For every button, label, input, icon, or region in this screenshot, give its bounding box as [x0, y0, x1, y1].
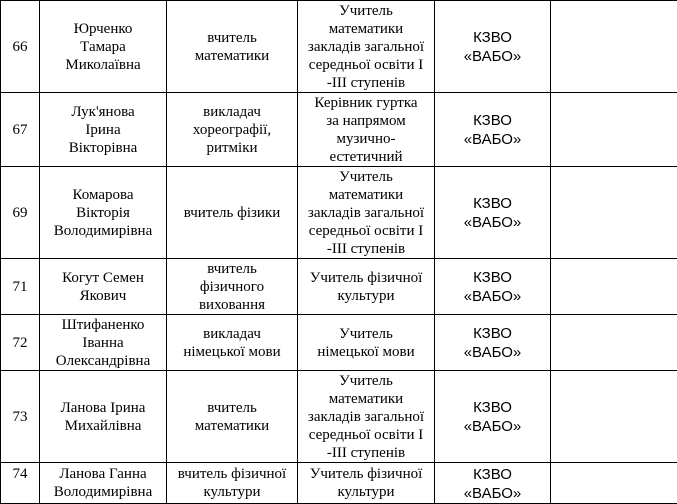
teacher-organization-line: КЗВО: [437, 398, 548, 417]
teacher-position-line: вчитель: [169, 399, 295, 417]
teacher-qualification: [298, 463, 435, 504]
teacher-organization: [435, 463, 551, 504]
teacher-position-line: викладач: [169, 325, 295, 343]
teacher-qualification-line: німецької мови: [300, 343, 432, 361]
extra-cell: [551, 371, 677, 463]
row-number: 71: [1, 259, 40, 315]
teacher-qualification: [298, 93, 435, 167]
teacher-qualification-line: -ІІІ ступенів: [300, 444, 432, 462]
teacher-name-line: Вікторія: [42, 204, 164, 222]
teacher-organization-line: КЗВО: [437, 111, 548, 130]
table-row: [1, 93, 677, 167]
teacher-qualification-line: математики: [300, 186, 432, 204]
teacher-position-line: вчитель: [169, 29, 295, 47]
teacher-qualification: [298, 259, 435, 315]
teacher-qualification-line: -ІІІ ступенів: [300, 74, 432, 92]
teacher-position-line: фізичного: [169, 278, 295, 296]
row-number: 74: [1, 463, 40, 504]
teacher-organization-line: «ВАБО»: [437, 213, 548, 232]
teacher-name-line: Володимирівна: [42, 483, 164, 501]
teacher-name-line: Ірина: [42, 121, 164, 139]
teacher-organization: [435, 1, 551, 93]
teacher-name-line: Ланова Ірина: [42, 399, 164, 417]
teacher-qualification-line: математики: [300, 20, 432, 38]
teacher-name: [40, 463, 167, 504]
teacher-organization-line: КЗВО: [437, 465, 548, 484]
teacher-position-line: німецької мови: [169, 343, 295, 361]
teacher-organization: [435, 167, 551, 259]
teacher-qualification-line: -ІІІ ступенів: [300, 240, 432, 258]
teacher-position-line: математики: [169, 417, 295, 435]
teacher-organization-line: «ВАБО»: [437, 287, 548, 306]
row-number: 67: [1, 93, 40, 167]
table-row: [1, 1, 677, 93]
teacher-name-line: Миколаївна: [42, 56, 164, 74]
teacher-qualification-line: математики: [300, 390, 432, 408]
teacher-position: [167, 167, 298, 259]
teacher-name: [40, 1, 167, 93]
extra-cell: [551, 315, 677, 371]
teacher-qualification: [298, 371, 435, 463]
teacher-name-line: Тамара: [42, 38, 164, 56]
teacher-organization: [435, 315, 551, 371]
teacher-organization: [435, 259, 551, 315]
teacher-name: [40, 259, 167, 315]
teacher-name-line: Олександрівна: [42, 352, 164, 370]
teacher-position-line: ритміки: [169, 139, 295, 157]
extra-cell: [551, 463, 677, 504]
teacher-organization-line: КЗВО: [437, 324, 548, 343]
teacher-organization-line: «ВАБО»: [437, 484, 548, 503]
teacher-qualification-line: середньої освіти І: [300, 426, 432, 444]
teacher-qualification-line: музично-: [300, 130, 432, 148]
teacher-name-line: Когут Семен: [42, 269, 164, 287]
teacher-position-line: вчитель фізики: [169, 204, 295, 222]
teacher-position: [167, 1, 298, 93]
teacher-name: [40, 315, 167, 371]
teacher-name-line: Комарова: [42, 186, 164, 204]
teacher-name-line: Юрченко: [42, 20, 164, 38]
table-row: [1, 167, 677, 259]
teacher-organization: [435, 371, 551, 463]
teacher-qualification-line: закладів загальної: [300, 204, 432, 222]
teacher-organization-line: «ВАБО»: [437, 417, 548, 436]
teacher-organization-line: «ВАБО»: [437, 343, 548, 362]
teacher-qualification-line: Учитель фізичної: [300, 465, 432, 483]
row-number: 73: [1, 371, 40, 463]
table-row: [1, 259, 677, 315]
extra-cell: [551, 93, 677, 167]
teacher-name-line: Володимирівна: [42, 222, 164, 240]
teacher-qualification-line: культури: [300, 287, 432, 305]
teacher-position-line: вчитель: [169, 260, 295, 278]
extra-cell: [551, 259, 677, 315]
teacher-qualification-line: Учитель: [300, 2, 432, 20]
teacher-name-line: Якович: [42, 287, 164, 305]
teacher-position-line: викладач: [169, 103, 295, 121]
teacher-position: [167, 463, 298, 504]
teacher-name: [40, 371, 167, 463]
teacher-qualification-line: середньої освіти І: [300, 222, 432, 240]
teacher-name-line: Михайлівна: [42, 417, 164, 435]
teacher-qualification-line: культури: [300, 483, 432, 501]
row-number: 69: [1, 167, 40, 259]
row-number: 72: [1, 315, 40, 371]
staff-table-body: [1, 1, 677, 504]
teacher-qualification: [298, 1, 435, 93]
teacher-organization: [435, 93, 551, 167]
teacher-position-line: вчитель фізичної: [169, 465, 295, 483]
teacher-position-line: культури: [169, 483, 295, 501]
teacher-position: [167, 371, 298, 463]
teacher-organization-line: «ВАБО»: [437, 130, 548, 149]
teacher-qualification: [298, 315, 435, 371]
teacher-position: [167, 259, 298, 315]
teacher-organization-line: КЗВО: [437, 194, 548, 213]
teacher-name-line: Вікторівна: [42, 139, 164, 157]
teacher-qualification-line: Учитель: [300, 372, 432, 390]
teacher-name: [40, 93, 167, 167]
teacher-qualification-line: Учитель фізичної: [300, 269, 432, 287]
teacher-qualification-line: естетичний: [300, 148, 432, 166]
teacher-organization-line: «ВАБО»: [437, 47, 548, 66]
teacher-name-line: Штифаненко: [42, 316, 164, 334]
teacher-position: [167, 315, 298, 371]
teacher-position-line: математики: [169, 47, 295, 65]
teacher-name: [40, 167, 167, 259]
row-number: 66: [1, 1, 40, 93]
teacher-name-line: Ланова Ганна: [42, 465, 164, 483]
teacher-qualification-line: Учитель: [300, 325, 432, 343]
table-row: [1, 371, 677, 463]
teacher-name-line: Лук'янова: [42, 103, 164, 121]
teacher-qualification-line: середньої освіти І: [300, 56, 432, 74]
teacher-qualification-line: Керівник гуртка: [300, 94, 432, 112]
teacher-position-line: виховання: [169, 296, 295, 314]
extra-cell: [551, 1, 677, 93]
teacher-position-line: хореографії,: [169, 121, 295, 139]
teacher-position: [167, 93, 298, 167]
table-row: [1, 463, 677, 504]
teacher-qualification-line: Учитель: [300, 168, 432, 186]
teacher-qualification: [298, 167, 435, 259]
teacher-organization-line: КЗВО: [437, 28, 548, 47]
table-row: [1, 315, 677, 371]
teacher-qualification-line: за напрямом: [300, 112, 432, 130]
teacher-qualification-line: закладів загальної: [300, 38, 432, 56]
teacher-name-line: Іванна: [42, 334, 164, 352]
teacher-organization-line: КЗВО: [437, 268, 548, 287]
extra-cell: [551, 167, 677, 259]
teacher-qualification-line: закладів загальної: [300, 408, 432, 426]
